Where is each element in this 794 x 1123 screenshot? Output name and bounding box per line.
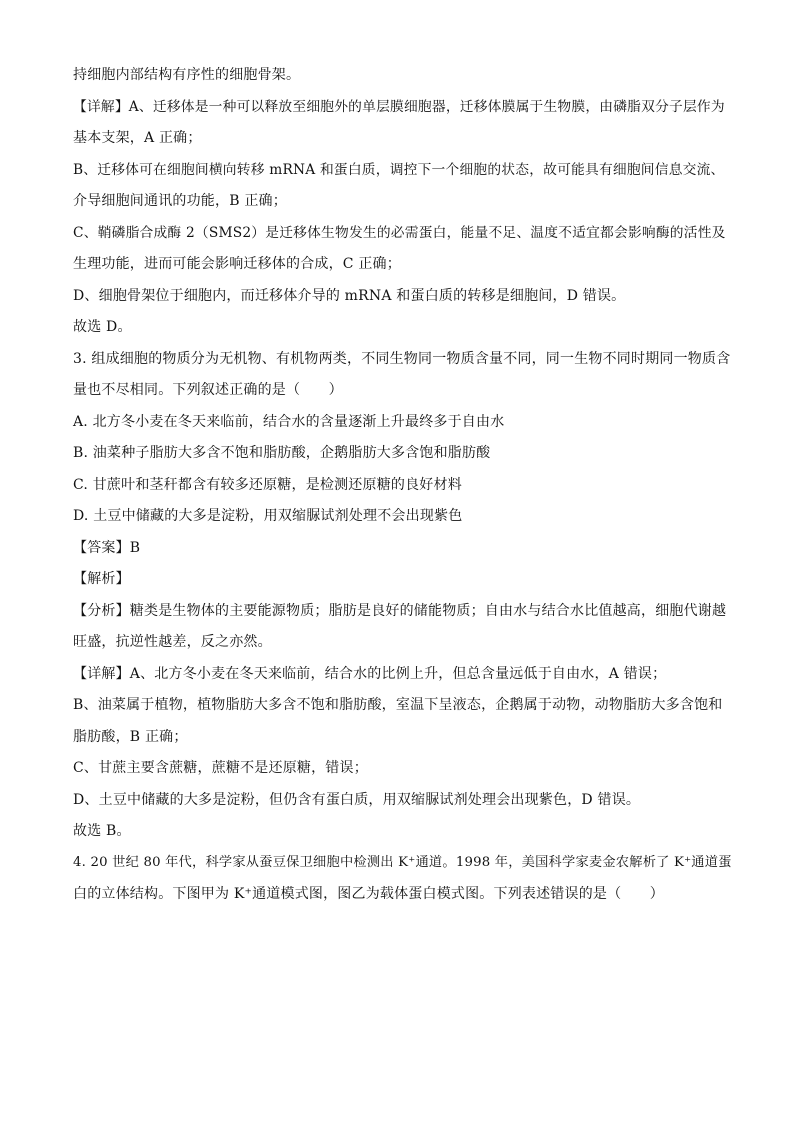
text-line: 旺盛，抗逆性越差，反之亦然。 (73, 634, 272, 650)
text-line: 【详解】A、北方冬小麦在冬天来临前，结合水的比例上升，但总含量远低于自由水，A 错误； (73, 666, 667, 682)
question-stem: 3. 组成细胞的物质分为无机物、有机物两类，不同生物同一物质含量不同，同一生物不同时期同一物质含 (73, 351, 731, 367)
analysis-label: 【解析】 (73, 571, 130, 587)
option-d: D. 土豆中储藏的大多是淀粉，用双缩脲试剂处理不会出现紫色 (73, 508, 463, 524)
answer-label: 【答案】B (73, 540, 141, 556)
option-c: C. 甘蔗叶和茎秆都含有较多还原糖，是检测还原糖的良好材料 (73, 477, 462, 493)
text-line: 【详解】A、迁移体是一种可以释放至细胞外的单层膜细胞器，迁移体膜属于生物膜，由磷脂双分子层作为 (73, 99, 725, 115)
text-line: 【分析】糖类是生物体的主要能源物质；脂肪是良好的储能物质；自由水与结合水比值越高，细胞代谢越 (73, 603, 727, 619)
question-stem: 白的立体结构。下图甲为 K⁺通道模式图，图乙为载体蛋白模式图。下列表述错误的是（ ） (73, 886, 664, 902)
text-line: C、鞘磷脂合成酶 2（SMS2）是迁移体生物发生的必需蛋白，能量不足、温度不适宜都会影响酶的活性及 (73, 225, 726, 241)
option-b: B. 油菜种子脂肪大多含不饱和脂肪酸，企鹅脂肪大多含饱和脂肪酸 (73, 445, 491, 461)
text-line: 脂肪酸，B 正确； (73, 729, 188, 745)
text-line: D、土豆中储藏的大多是淀粉，但仍含有蛋白质，用双缩脲试剂处理会出现紫色，D 错误。 (73, 792, 641, 808)
text-line: B、油菜属于植物，植物脂肪大多含不饱和脂肪酸，室温下呈液态，企鹅属于动物，动物脂肪大多含饱和 (73, 697, 723, 713)
text-line: B、迁移体可在细胞间横向转移 mRNA 和蛋白质，调控下一个细胞的状态，故可能具有细胞间信息交流、 (73, 162, 725, 178)
text-line: 故选 B。 (73, 823, 131, 839)
question-stem: 量也不尽相同。下列叙述正确的是（ ） (73, 382, 343, 398)
option-a: A. 北方冬小麦在冬天来临前，结合水的含量逐渐上升最终多于自由水 (73, 414, 505, 430)
text-line: 生理功能，进而可能会影响迁移体的合成，C 正确； (73, 256, 401, 272)
text-line: 介导细胞间通讯的功能，B 正确； (73, 193, 287, 209)
text-line: 基本支架，A 正确； (73, 130, 202, 146)
question-stem: 4. 20 世纪 80 年代，科学家从蚕豆保卫细胞中检测出 K⁺通道。1998 年，美国科学家麦金农解析了 K⁺通道蛋 (73, 855, 732, 870)
text-line: D、细胞骨架位于细胞内，而迁移体介导的 mRNA 和蛋白质的转移是细胞间，D 错误。 (73, 288, 626, 304)
text-line: 持细胞内部结构有序性的细胞骨架。 (73, 67, 301, 83)
text-line: C、甘蔗主要含蔗糖，蔗糖不是还原糖，错误； (73, 760, 368, 776)
text-line: 故选 D。 (73, 319, 132, 335)
